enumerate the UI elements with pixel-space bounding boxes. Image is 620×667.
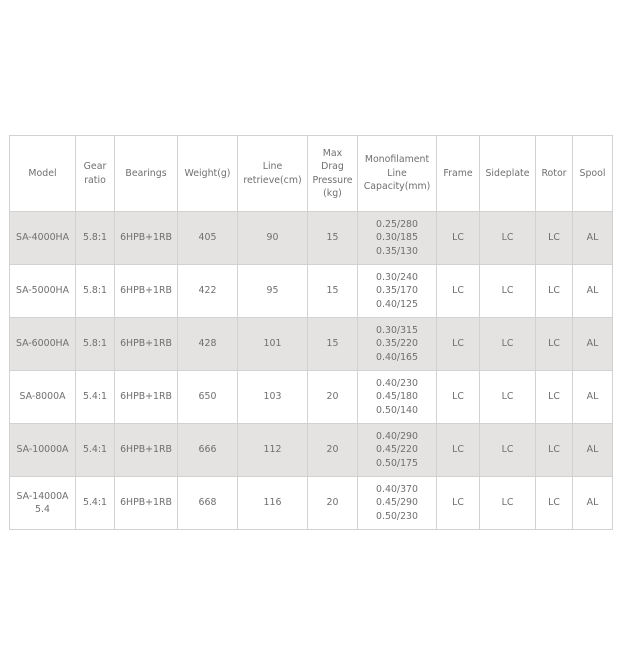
model-cell-line: 5.4: [35, 504, 50, 515]
rotor-cell: LC: [536, 265, 573, 318]
spool-cell: AL: [573, 424, 613, 477]
line-capacity-cell-line: 0.25/280: [376, 218, 418, 230]
table-row: [10, 371, 613, 424]
model-cell: [10, 265, 76, 318]
line-capacity-cell: [358, 212, 437, 265]
header-text: Rotor: [541, 167, 567, 179]
model-cell-line: SA-10000A: [16, 444, 69, 456]
header-weight: [178, 136, 238, 212]
rotor-cell: LC: [536, 212, 573, 265]
header-text: Weight(g): [184, 167, 231, 179]
header-text: Monofilament: [364, 154, 430, 166]
max-drag-cell: 15: [308, 318, 358, 371]
line-capacity-cell-line: 0.45/180: [376, 391, 418, 403]
line-capacity-cell-line: 0.35/220: [376, 338, 418, 350]
header-text: Bearings: [125, 167, 167, 179]
sideplate-cell: LC: [480, 477, 536, 530]
spool-cell: AL: [573, 477, 613, 530]
line-retrieve-cell: 90: [238, 212, 308, 265]
header-text: retrieve(cm): [243, 174, 302, 186]
header-text: Capacity(mm): [363, 181, 431, 193]
model-cell: [10, 371, 76, 424]
spool-cell: AL: [573, 212, 613, 265]
weight-cell: 422: [178, 265, 238, 318]
sideplate-cell: LC: [480, 424, 536, 477]
spool-cell: AL: [573, 318, 613, 371]
table-header: [10, 136, 613, 212]
line-capacity-cell-line: 0.30/240: [376, 271, 418, 283]
max-drag-cell: 20: [308, 371, 358, 424]
rotor-cell: LC: [536, 424, 573, 477]
header-text: Frame: [443, 167, 473, 179]
frame-cell: LC: [437, 424, 480, 477]
model-cell-line: SA-5000HA: [15, 285, 70, 297]
line-retrieve-cell: 112: [238, 424, 308, 477]
frame-cell: LC: [437, 371, 480, 424]
max-drag-cell: 15: [308, 265, 358, 318]
line-capacity-cell-line: 0.40/370: [376, 483, 418, 495]
line-capacity-cell: [358, 318, 437, 371]
frame-cell: LC: [437, 477, 480, 530]
header-line-retrieve: [238, 136, 308, 212]
gear-ratio-cell: 5.4:1: [76, 371, 115, 424]
header-row: [10, 136, 613, 212]
model-cell: [10, 424, 76, 477]
line-capacity-cell: [358, 371, 437, 424]
bearings-cell: 6HPB+1RB: [115, 318, 178, 371]
gear-ratio-cell: 5.8:1: [76, 265, 115, 318]
weight-cell: 666: [178, 424, 238, 477]
gear-ratio-cell: 5.4:1: [76, 424, 115, 477]
table-body: [10, 212, 613, 530]
model-cell: [10, 318, 76, 371]
table-row: [10, 212, 613, 265]
weight-cell: 668: [178, 477, 238, 530]
max-drag-cell: 20: [308, 424, 358, 477]
header-frame: [437, 136, 480, 212]
line-capacity-cell-line: 0.40/290: [376, 430, 418, 442]
weight-cell: 405: [178, 212, 238, 265]
header-text: Max: [322, 147, 343, 159]
header-text: Sideplate: [485, 167, 530, 179]
header-rotor: [536, 136, 573, 212]
line-capacity-cell-line: 0.50/140: [376, 404, 418, 416]
header-text: ratio: [84, 174, 106, 186]
line-capacity-cell-line: 0.30/315: [376, 324, 418, 336]
model-cell: [10, 212, 76, 265]
line-capacity-cell-line: 0.30/185: [376, 232, 418, 244]
rotor-cell: LC: [536, 477, 573, 530]
header-max-drag: [308, 136, 358, 212]
header-text: Gear: [83, 161, 107, 172]
gear-ratio-cell: 5.4:1: [76, 477, 115, 530]
header-spool: [573, 136, 613, 212]
line-capacity-cell-line: 0.35/170: [376, 285, 418, 297]
spool-cell: AL: [573, 265, 613, 318]
max-drag-cell: 15: [308, 212, 358, 265]
reel-spec-table: [9, 135, 613, 530]
model-cell-line: SA-6000HA: [15, 338, 70, 350]
table-row: [10, 265, 613, 318]
header-text: (kg): [323, 188, 342, 199]
frame-cell: LC: [437, 265, 480, 318]
header-bearings: [115, 136, 178, 212]
line-capacity-cell: [358, 477, 437, 530]
table-row: [10, 424, 613, 477]
model-cell-line: SA-14000A: [16, 490, 69, 502]
sideplate-cell: LC: [480, 212, 536, 265]
table-row: [10, 318, 613, 371]
line-capacity-cell-line: 0.45/290: [376, 497, 418, 509]
header-text: Drag: [321, 161, 344, 172]
line-capacity-cell: [358, 265, 437, 318]
frame-cell: LC: [437, 318, 480, 371]
header-model: [10, 136, 76, 212]
header-text: Line: [262, 161, 283, 172]
line-capacity-cell: [358, 424, 437, 477]
line-capacity-cell-line: 0.40/125: [376, 298, 418, 310]
sideplate-cell: LC: [480, 265, 536, 318]
bearings-cell: 6HPB+1RB: [115, 424, 178, 477]
bearings-cell: 6HPB+1RB: [115, 371, 178, 424]
header-line-capacity: [358, 136, 437, 212]
header-text: Spool: [579, 167, 606, 179]
header-sideplate: [480, 136, 536, 212]
header-text: Pressure: [312, 174, 353, 186]
line-capacity-cell-line: 0.40/165: [376, 351, 418, 363]
sideplate-cell: LC: [480, 318, 536, 371]
gear-ratio-cell: 5.8:1: [76, 318, 115, 371]
table-row: [10, 477, 613, 530]
line-capacity-cell-line: 0.50/230: [376, 510, 418, 522]
bearings-cell: 6HPB+1RB: [115, 477, 178, 530]
line-retrieve-cell: 116: [238, 477, 308, 530]
rotor-cell: LC: [536, 318, 573, 371]
bearings-cell: 6HPB+1RB: [115, 212, 178, 265]
rotor-cell: LC: [536, 371, 573, 424]
model-cell: [10, 477, 76, 530]
line-retrieve-cell: 101: [238, 318, 308, 371]
weight-cell: 650: [178, 371, 238, 424]
weight-cell: 428: [178, 318, 238, 371]
line-capacity-cell-line: 0.35/130: [376, 245, 418, 257]
sideplate-cell: LC: [480, 371, 536, 424]
line-capacity-cell-line: 0.45/220: [376, 444, 418, 456]
header-gear-ratio: [76, 136, 115, 212]
gear-ratio-cell: 5.8:1: [76, 212, 115, 265]
bearings-cell: 6HPB+1RB: [115, 265, 178, 318]
model-cell-line: SA-8000A: [19, 391, 66, 403]
line-retrieve-cell: 103: [238, 371, 308, 424]
line-capacity-cell-line: 0.50/175: [376, 457, 418, 469]
header-text: Line: [387, 167, 407, 179]
header-text: Model: [28, 167, 57, 179]
spool-cell: AL: [573, 371, 613, 424]
frame-cell: LC: [437, 212, 480, 265]
line-capacity-cell-line: 0.40/230: [376, 377, 418, 389]
max-drag-cell: 20: [308, 477, 358, 530]
model-cell-line: SA-4000HA: [15, 232, 70, 244]
line-retrieve-cell: 95: [238, 265, 308, 318]
